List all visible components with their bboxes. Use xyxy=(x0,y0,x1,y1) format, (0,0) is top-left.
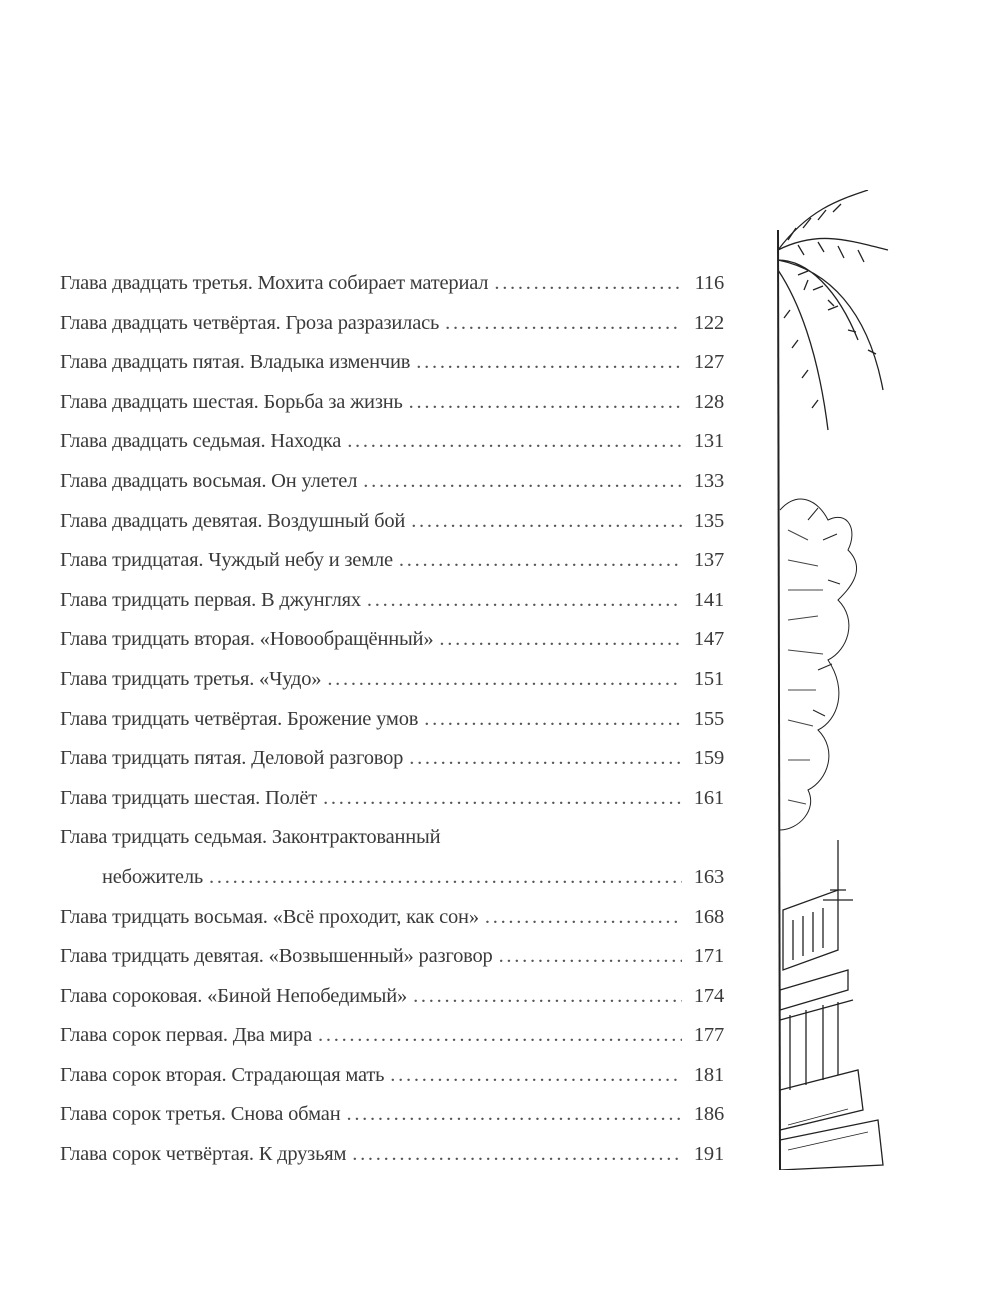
dot-leader xyxy=(445,304,682,344)
toc-entry-page: 141 xyxy=(693,588,724,611)
dot-leader xyxy=(363,462,682,502)
dot-leader xyxy=(499,937,682,977)
toc-entry-title: Глава сорок вторая. Страдающая мать xyxy=(60,1063,385,1086)
toc-entry-title: Глава тридцать седьмая. Законтрактованный xyxy=(60,826,441,849)
toc-entry-title: Глава тридцать первая. В джунглях xyxy=(60,588,361,611)
toc-entry-title: Глава двадцать шестая. Борьба за жизнь xyxy=(60,390,403,413)
toc-entry-title: Глава тридцать вторая. «Новообращённый» xyxy=(60,628,434,651)
dot-leader xyxy=(209,858,682,898)
toc-entry-page: 122 xyxy=(693,311,724,334)
dot-leader xyxy=(399,541,682,581)
table-of-contents xyxy=(60,264,724,1175)
dot-leader xyxy=(411,502,682,542)
toc-entry-title: Глава тридцать третья. «Чудо» xyxy=(60,667,322,690)
dot-leader xyxy=(367,581,682,621)
toc-entry xyxy=(60,818,724,858)
toc-entry-page: 168 xyxy=(693,905,724,928)
toc-entry-page: 177 xyxy=(693,1024,724,1047)
dot-leader xyxy=(409,739,682,779)
palm-tree-drawing xyxy=(778,190,888,1170)
toc-entry-title: Глава двадцать третья. Мохита собирает материал xyxy=(60,272,489,294)
toc-entry-title: Глава двадцать девятая. Воздушный бой xyxy=(60,509,406,532)
dot-leader xyxy=(424,700,682,740)
toc-entry-page: 171 xyxy=(693,945,724,968)
dot-leader xyxy=(409,383,682,423)
dot-leader xyxy=(347,422,682,462)
toc-entry xyxy=(60,422,724,462)
foliage-drawing xyxy=(780,499,857,830)
dot-leader xyxy=(346,1095,682,1135)
toc-entry-title: Глава тридцать восьмая. «Всё проходит, как сон» xyxy=(60,905,479,928)
toc-entry-title: Глава сороковая. «Биной Непобедимый» xyxy=(60,984,408,1007)
toc-entry xyxy=(60,1135,724,1175)
toc-entry-title: Глава сорок четвёртая. К друзьям xyxy=(60,1143,347,1166)
toc-entry-title: Глава двадцать пятая. Владыка изменчив xyxy=(60,351,411,374)
toc-entry-page: 147 xyxy=(693,628,724,651)
dot-leader xyxy=(318,1016,682,1056)
dot-leader xyxy=(352,1135,682,1175)
toc-entry-page: 135 xyxy=(693,509,724,532)
palm-and-palace-illustration xyxy=(768,190,898,1170)
toc-entry xyxy=(60,898,724,938)
toc-entry-page: 159 xyxy=(693,747,724,770)
toc-entry xyxy=(60,502,724,542)
toc-entry xyxy=(60,343,724,383)
dot-leader xyxy=(390,1056,682,1096)
toc-entry-title: Глава сорок первая. Два мира xyxy=(60,1024,313,1047)
toc-entry-title-continuation: небожитель xyxy=(102,865,204,888)
toc-entry-page: 191 xyxy=(693,1143,724,1166)
dot-leader xyxy=(413,977,682,1017)
toc-entry-title: Глава двадцать восьмая. Он улетел xyxy=(60,469,358,492)
toc-entry xyxy=(60,1016,724,1056)
toc-entry xyxy=(60,620,724,660)
toc-entry xyxy=(60,304,724,344)
dot-leader xyxy=(485,898,682,938)
dot-leader xyxy=(416,343,682,383)
toc-entry xyxy=(60,779,724,819)
toc-entry-page: 181 xyxy=(693,1063,724,1086)
toc-entry-page: 161 xyxy=(693,786,724,809)
toc-entry xyxy=(60,660,724,700)
dot-leader xyxy=(323,779,682,819)
toc-entry xyxy=(60,581,724,621)
dot-leader xyxy=(327,660,682,700)
toc-entry xyxy=(60,1056,724,1096)
toc-entry-page: 116 xyxy=(694,272,724,294)
toc-entry xyxy=(60,1095,724,1135)
toc-entry-page: 133 xyxy=(693,469,724,492)
toc-entry-title: Глава тридцать пятая. Деловой разговор xyxy=(60,747,404,770)
toc-entry-page: 163 xyxy=(693,865,724,888)
toc-entry-title: Глава тридцатая. Чуждый небу и земле xyxy=(60,549,393,572)
dot-leader xyxy=(494,264,682,304)
toc-entry-page: 131 xyxy=(693,430,724,453)
toc-entry xyxy=(60,937,724,977)
toc-entry-title: Глава двадцать четвёртая. Гроза разразилась xyxy=(60,311,440,334)
toc-entry xyxy=(60,977,724,1017)
toc-entry xyxy=(60,700,724,740)
toc-entry xyxy=(60,264,724,304)
toc-entry-page: 174 xyxy=(693,984,724,1007)
toc-entry-title: Глава сорок третья. Снова обман xyxy=(60,1103,341,1126)
toc-entry xyxy=(60,383,724,423)
toc-entry-title: Глава тридцать шестая. Полёт xyxy=(60,786,318,809)
toc-entry xyxy=(60,739,724,779)
dot-leader xyxy=(439,620,682,660)
toc-entry-page: 155 xyxy=(693,707,724,730)
toc-entry-page: 151 xyxy=(693,667,724,690)
toc-entry-continuation xyxy=(60,858,724,898)
toc-entry-page: 127 xyxy=(693,351,724,374)
toc-entry-page: 186 xyxy=(693,1103,724,1126)
toc-entry-title: Глава тридцать четвёртая. Брожение умов xyxy=(60,707,419,730)
toc-entry-page: 128 xyxy=(693,390,724,413)
toc-entry-title: Глава двадцать седьмая. Находка xyxy=(60,430,342,453)
toc-entry xyxy=(60,462,724,502)
toc-entry-title: Глава тридцать девятая. «Возвышенный» разговор xyxy=(60,945,493,968)
toc-entry xyxy=(60,541,724,581)
toc-entry-page: 137 xyxy=(693,549,724,572)
palace-drawing xyxy=(780,840,883,1170)
